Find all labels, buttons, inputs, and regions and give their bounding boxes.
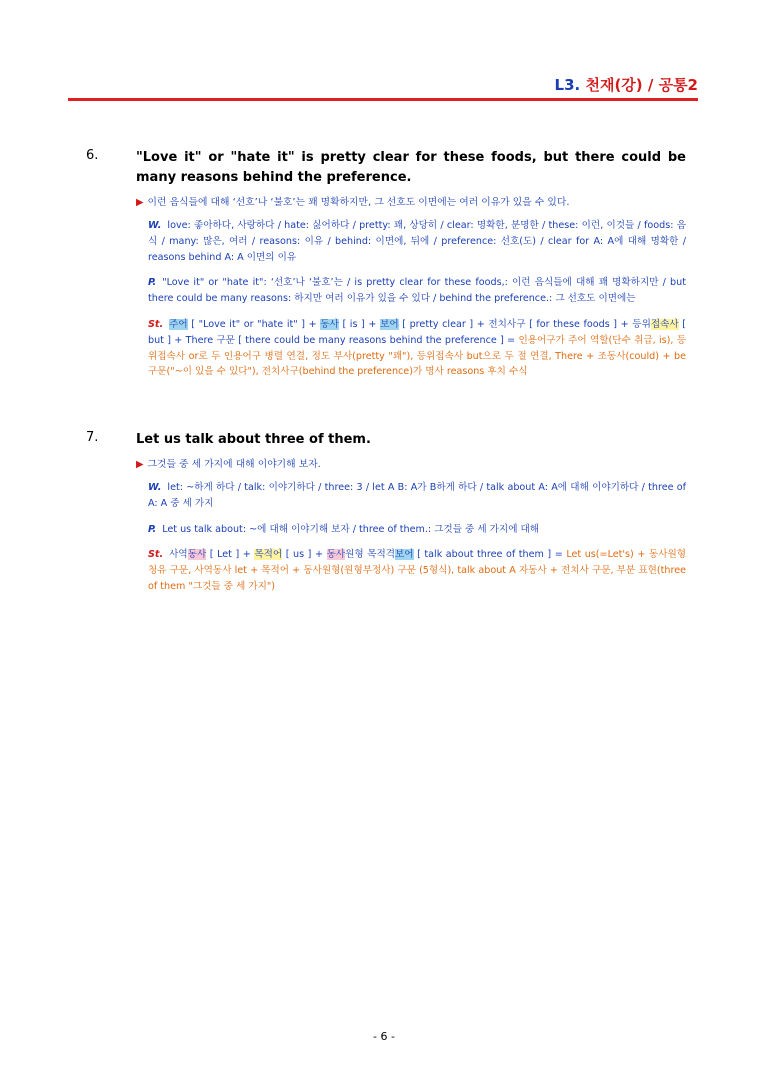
word-section [148,480,686,512]
subject-tag: 주어 [169,318,188,330]
header-title: 천재(강) / 공통2 [585,76,698,94]
st-label: St. [148,318,164,330]
phrase-text: "Love it" or "hate it": ‘선호’나 ‘불호’는 / is pretty clear for these foods,: 이런 음식들에 대해 꽤 명확하지만 / but there could be many reasons: 하지만 여러 이유가 있을 수 있다 / behind the preference.: 그 선호도 이면에는 [148,277,686,305]
word-text: love: 좋아하다, 사랑하다 / hate: 싫어하다 / pretty: 꽤, 상당히 / clear: 명확한, 분명한 / these: 이런, 이것들 / foods: 음식 / many: 많은, 여러 / reasons: 이유 / behind: 이면에, 뒤에 / preference: 선호(도) / clear for A: A에 대해 명확한 / reasons behind A: A 이면의 이유 [148,220,686,263]
st-part: 사역 [169,549,188,561]
st-part: [ pretty clear ] + 전치사구 [ for these foods ] + 등위 [398,318,651,330]
st-part: 원형 목적격 [345,549,395,561]
complement-tag: 보어 [395,549,414,561]
conjunction-tag: 접속사 [650,318,679,330]
verb-tag: 동사 [320,318,339,330]
verb-tag: 동사 [187,549,207,561]
structure-notes: Let us(=Let's) + 동사원형 청유 구문, 사역동사 let + 목적어 + 동사원형(원형부정사) 구문 (5형식), talk about A 자동사 + 전치사 구문, 부분 표현(three of them "그것들 중 세 가지") [148,549,686,592]
question-number: 6. [86,148,99,163]
page-header [555,74,698,95]
object-tag: 목적어 [254,549,283,561]
word-section [148,218,686,265]
triangle-icon: ▶ [136,197,144,208]
page-number: - 6 - [373,1030,395,1043]
st-part: [ "Love it" or "hate it" ] + [187,318,321,330]
structure-notes: 인용어구가 주어 역할(단수 취급, is), 등위접속사 or로 두 인용어구 병렬 연결, 정도 부사(pretty "꽤"), 등위접속사 but으로 두 절 연결, There + 조동사(could) + be 구문("~이 있을 수 있다"), 전치사구(behind the preference)가 명사 reasons 후치 수식 [148,334,686,378]
translation [136,194,686,208]
word-text: let: ~하게 하다 / talk: 이야기하다 / three: 3 / let A B: A가 B하게 하다 / talk about A: A에 대해 이야기하다 / three of A: A 중 세 가지 [148,482,686,509]
complement-tag: 보어 [380,318,399,330]
translation-text: 그것들 중 세 가지에 대해 이야기해 보자. [147,459,321,470]
p-label: P. [148,277,157,289]
st-label: St. [148,549,164,561]
translation-text: 이런 음식들에 대해 ‘선호’나 ‘불호’는 꽤 명확하지만, 그 선호도 이면에는 여러 이유가 있을 수 있다. [147,197,570,208]
translation [136,456,686,470]
p-label: P. [148,523,157,535]
st-part: [ talk about three of them ] = [413,549,567,561]
w-label: W. [148,220,162,231]
question-7 [86,430,686,595]
lesson-number: L3. [554,76,581,94]
question-number: 7. [86,430,99,445]
st-part: [ Let ] + [206,549,255,561]
phrase-section [148,522,686,538]
phrase-section [148,275,686,307]
phrase-text: Let us talk about: ~에 대해 이야기해 보자 / three of them.: 그것들 중 세 가지에 대해 [162,523,540,535]
st-part: [ is ] + [338,318,381,330]
w-label: W. [148,482,162,493]
st-part: [ but ] + There 구문 [ there could be many reasons behind the preference ] = [148,318,687,346]
structure-section [148,317,686,380]
header-rule [68,98,698,101]
structure-section [148,547,686,594]
st-part: [ us ] + [282,549,327,561]
question-sentence: "Love it" or "hate it" is pretty clear for these foods, but there could be many reasons behind the preference. [136,150,686,185]
question-6 [86,148,686,380]
question-sentence: Let us talk about three of them. [136,432,371,447]
triangle-icon: ▶ [136,459,144,470]
verb2-tag: 동사 [326,549,346,561]
